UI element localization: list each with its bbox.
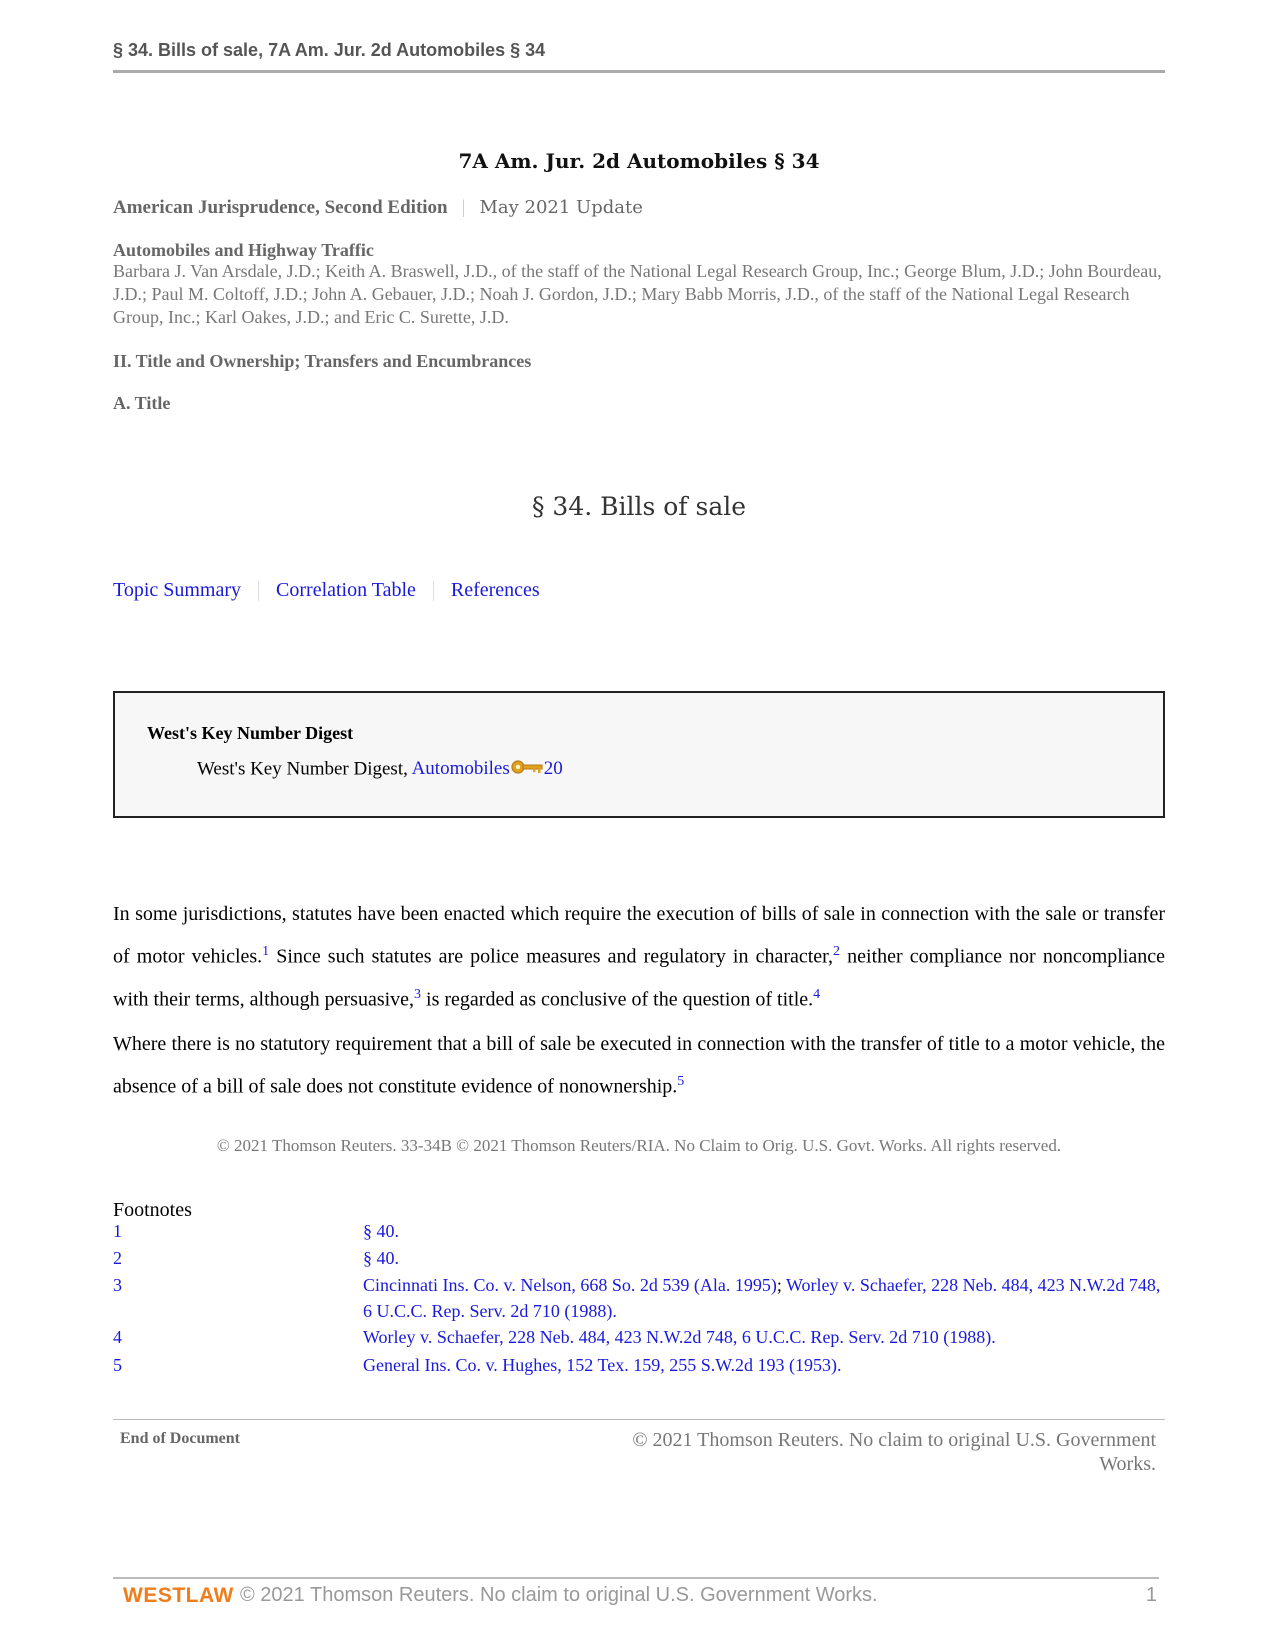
topic-summary-link[interactable]: Topic Summary [113, 579, 242, 601]
body-paragraph [113, 896, 1165, 1017]
end-of-document-label: End of Document [120, 1430, 241, 1447]
meta-separator: | [461, 197, 466, 218]
body-paragraph [113, 1026, 1165, 1105]
footnote-number[interactable]: 5 [113, 1355, 122, 1375]
publication-line [113, 197, 643, 219]
header-divider [113, 70, 1165, 73]
footnote-ref-2[interactable]: 2 [833, 944, 841, 959]
running-header: § 34. Bills of sale, 7A Am. Jur. 2d Automobiles § 34 [113, 40, 546, 60]
key-number-link[interactable] [412, 758, 563, 779]
section-heading-part: II. Title and Ownership; Transfers and Encumbrances [113, 351, 532, 371]
document-title: 7A Am. Jur. 2d Automobiles § 34 [458, 149, 820, 173]
body-text-segment: neither compliance nor noncompliance with their terms, although persuasive, [113, 945, 1165, 1011]
authors: Barbara J. Van Arsdale, J.D.; Keith A. Braswell, J.D., of the staff of the National Legal Research Group, Inc.; George Blum, J.D.; John Bourdeau, J.D.; Paul M. Coltoff, J.D.; John A. Gebauer, J.D.; Noah J. Gordon, J.D.; Mary Babb Morris, J.D., of the staff of the National Legal Research Group, Inc.; Karl Oakes, J.D.; and Eric C. Surette, J.D. [113, 261, 1162, 327]
body-text-segment: In some jurisdictions, statutes have been enacted which require the execution of bills of sale in connection with the sale or transfer of motor vehicles. [113, 903, 1165, 968]
references-link[interactable]: References [450, 579, 540, 601]
end-divider [113, 1419, 1165, 1420]
footnote-number[interactable]: 1 [113, 1221, 122, 1241]
footer-copyright: © 2021 Thomson Reuters. No claim to original U.S. Government Works. [240, 1584, 878, 1606]
footnote-citation[interactable]: § 40. [363, 1248, 399, 1268]
section-heading-subpart: A. Title [113, 393, 171, 413]
footnote-citation[interactable]: § 40. [363, 1221, 399, 1241]
footnote-number[interactable]: 2 [113, 1248, 122, 1268]
end-copyright: © 2021 Thomson Reuters. No claim to original U.S. Government Works. [632, 1429, 1156, 1475]
citation-end: . [612, 1301, 617, 1321]
footnote-citation[interactable]: Worley v. Schaefer, 228 Neb. 484, 423 N.W.2d 748, 6 U.C.C. Rep. Serv. 2d 710 (1988) [363, 1275, 1161, 1321]
key-number-value[interactable]: 20 [543, 758, 563, 780]
key-number-prefix: West's Key Number Digest, [197, 758, 412, 780]
footnote-ref-3[interactable]: 3 [414, 986, 422, 1002]
westlaw-logo: WESTLAW [123, 1584, 234, 1607]
publication-name: American Jurisprudence, Second Edition [113, 197, 448, 218]
nav-separator [433, 581, 434, 601]
key-number-line [197, 758, 563, 782]
copyright-notice: © 2021 Thomson Reuters. 33-34B © 2021 Thomson Reuters/RIA. No Claim to Orig. U.S. Govt. Works. All rights reserved. [216, 1136, 1062, 1155]
footnote-citation[interactable]: Worley v. Schaefer, 228 Neb. 484, 423 N.W.2d 748, 6 U.C.C. Rep. Serv. 2d 710 (1988). [363, 1327, 996, 1347]
footer-divider [113, 1577, 1159, 1579]
nav-separator [258, 581, 259, 601]
footnote-number[interactable]: 3 [113, 1275, 122, 1295]
body-text-segment: Where there is no statutory requirement that a bill of sale be executed in connection with the transfer of title to a motor vehicle, the absence of a bill of sale does not constitute evidence of nonownership. [113, 1033, 1165, 1098]
page-number: 1 [1145, 1584, 1157, 1606]
citation-separator: ; [776, 1275, 786, 1295]
document-nav [113, 579, 540, 602]
footnote-citation[interactable]: Cincinnati Ins. Co. v. Nelson, 668 So. 2d 539 (Ala. 1995) [363, 1275, 777, 1295]
update-label: May 2021 Update [479, 197, 643, 218]
key-number-box [113, 691, 1165, 818]
key-number-title: West's Key Number Digest [147, 723, 354, 743]
footnote-ref-5[interactable]: 5 [677, 1074, 685, 1089]
footnote-text [363, 1272, 1165, 1324]
footnote-ref-4[interactable]: 4 [813, 986, 821, 1002]
topic-title: Automobiles and Highway Traffic [113, 240, 374, 260]
body-text-segment: is regarded as conclusive of the question of title. [421, 988, 814, 1011]
footnotes-heading: Footnotes [113, 1199, 192, 1221]
section-title: § 34. Bills of sale [531, 492, 747, 521]
footnote-number[interactable]: 4 [113, 1327, 122, 1347]
body-text-segment: Since such statutes are police measures and regulatory in character, [269, 945, 834, 968]
footnote-ref-1[interactable]: 1 [262, 944, 270, 959]
correlation-table-link[interactable]: Correlation Table [276, 579, 416, 601]
footnote-citation[interactable]: General Ins. Co. v. Hughes, 152 Tex. 159, 255 S.W.2d 193 (1953). [363, 1355, 842, 1375]
key-icon [511, 758, 543, 782]
key-number-topic[interactable]: Automobiles [411, 758, 510, 780]
